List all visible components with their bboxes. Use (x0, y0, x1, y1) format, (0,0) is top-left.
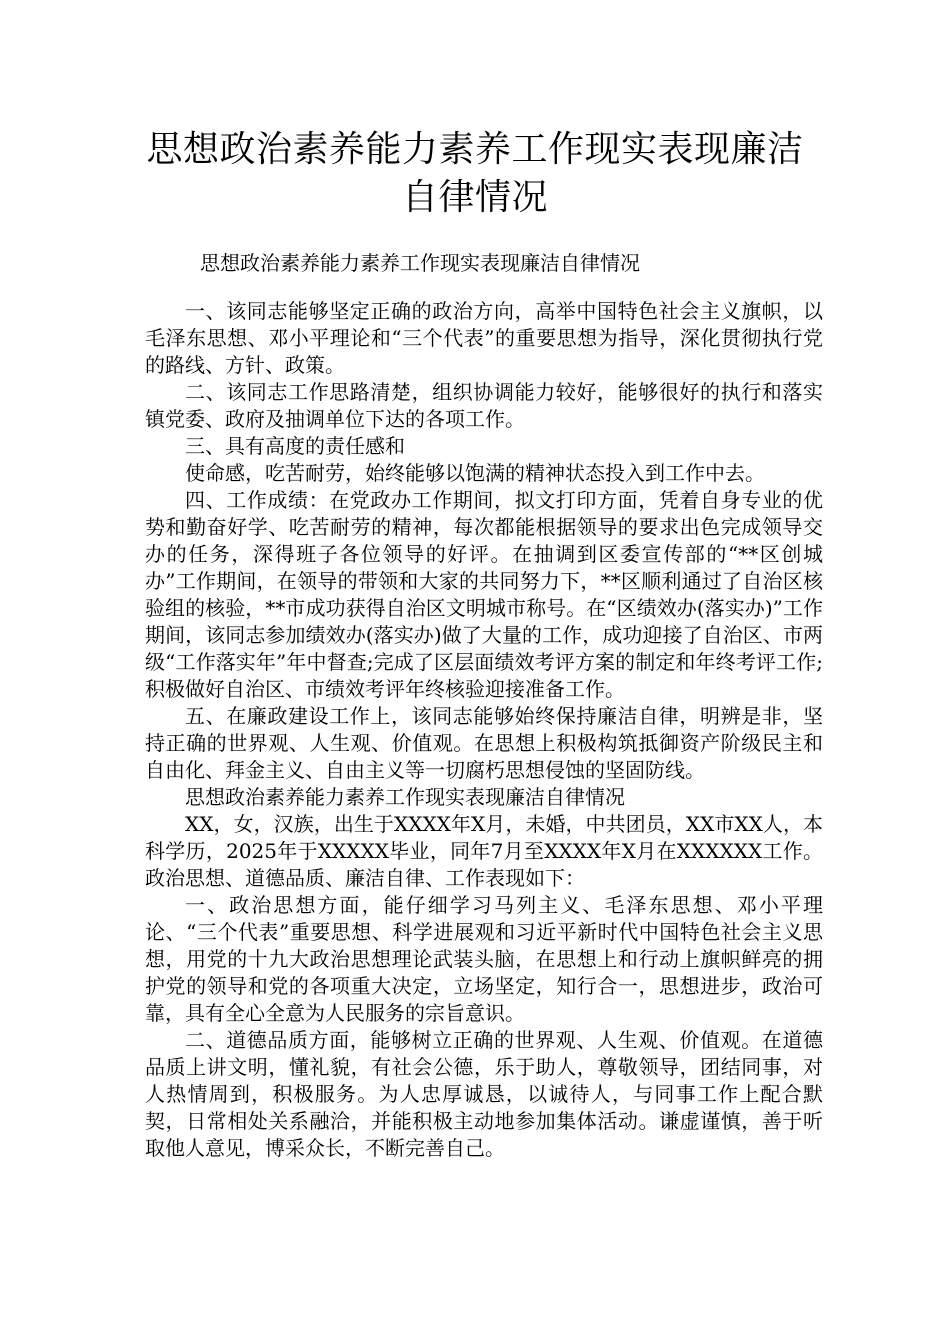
paragraph-political-direction: 一、该同志能够坚定正确的政治方向，高举中国特色社会主义旗帜，以毛泽东思想、邓小平理论和“三个代表”的重要思想为指导，深化贯彻执行党的路线、方针、政策。 (145, 299, 823, 377)
paragraph-work-approach: 二、该同志工作思路清楚，组织协调能力较好，能够很好的执行和落实镇党委、政府及抽调单位下达的各项工作。 (145, 380, 823, 431)
paragraph-personal-info: XX，女，汉族，出生于XXXX年X月，未婚，中共团员，XX市XX人，本科学历，2025年于XXXXX毕业，同年7月至XXXX年X月在XXXXXX工作。政治思想、道德品质、廉洁自律、工作表现如下： (145, 812, 823, 890)
document-body (145, 298, 823, 1162)
paragraph-political-thought: 一、政治思想方面，能仔细学习马列主义、毛泽东思想、邓小平理论、“三个代表”重要思想、科学进展观和习近平新时代中国特色社会主义思想，用党的十九大政治思想理论武装头脑，在思想上和行动上旗帜鲜亮的拥护党的领导和党的各项重大决定，立场坚定，知行合一，思想进步，政治可靠，具有全心全意为人民服务的宗旨意识。 (145, 893, 823, 1025)
document-subtitle: 思想政治素养能力素养工作现实表现廉洁自律情况 (200, 251, 640, 275)
paragraph-moral-character: 二、道德品质方面，能够树立正确的世界观、人生观、价值观。在道德品质上讲文明，懂礼貌，有社会公德，乐于助人，尊敬领导，团结同事，对人热情周到，积极服务。为人忠厚诚恳，以诚待人，与同事工作上配合默契，日常相处关系融洽，并能积极主动地参加集体活动。谦虚谨慎，善于听取他人意见，博采众长，不断完善自己。 (145, 1028, 823, 1160)
paragraph-responsibility: 三、具有高度的责任感和 (185, 434, 405, 458)
paragraph-mission: 使命感，吃苦耐劳，始终能够以饱满的精神状态投入到工作中去。 (185, 461, 765, 485)
paragraph-section-heading: 思想政治素养能力素养工作现实表现廉洁自律情况 (185, 785, 625, 809)
paragraph-achievements: 四、工作成绩：在党政办工作期间，拟文打印方面，凭着自身专业的优势和勤奋好学、吃苦耐劳的精神，每次都能根据领导的要求出色完成领导交办的任务，深得班子各位领导的好评。在抽调到区委宣传部的“**区创城办”工作期间，在领导的带领和大家的共同努力下，**区顺利通过了自治区核验组的核验，**市成功获得自治区文明城市称号。在“区绩效办(落实办)”工作期间，该同志参加绩效办(落实办)做了大量的工作，成功迎接了自治区、市两级“工作落实年”年中督查;完成了区层面绩效考评方案的制定和年终考评工作;积极做好自治区、市绩效考评年终核验迎接准备工作。 (145, 488, 823, 701)
paragraph-integrity: 五、在廉政建设工作上，该同志能够始终保持廉洁自律，明辨是非，坚持正确的世界观、人生观、价值观。在思想上积极构筑抵御资产阶级民主和自由化、拜金主义、自由主义等一切腐朽思想侵蚀的坚固防线。 (145, 704, 823, 782)
document-title: 思想政治素养能力素养工作现实表现廉洁自律情况 (146, 129, 804, 218)
